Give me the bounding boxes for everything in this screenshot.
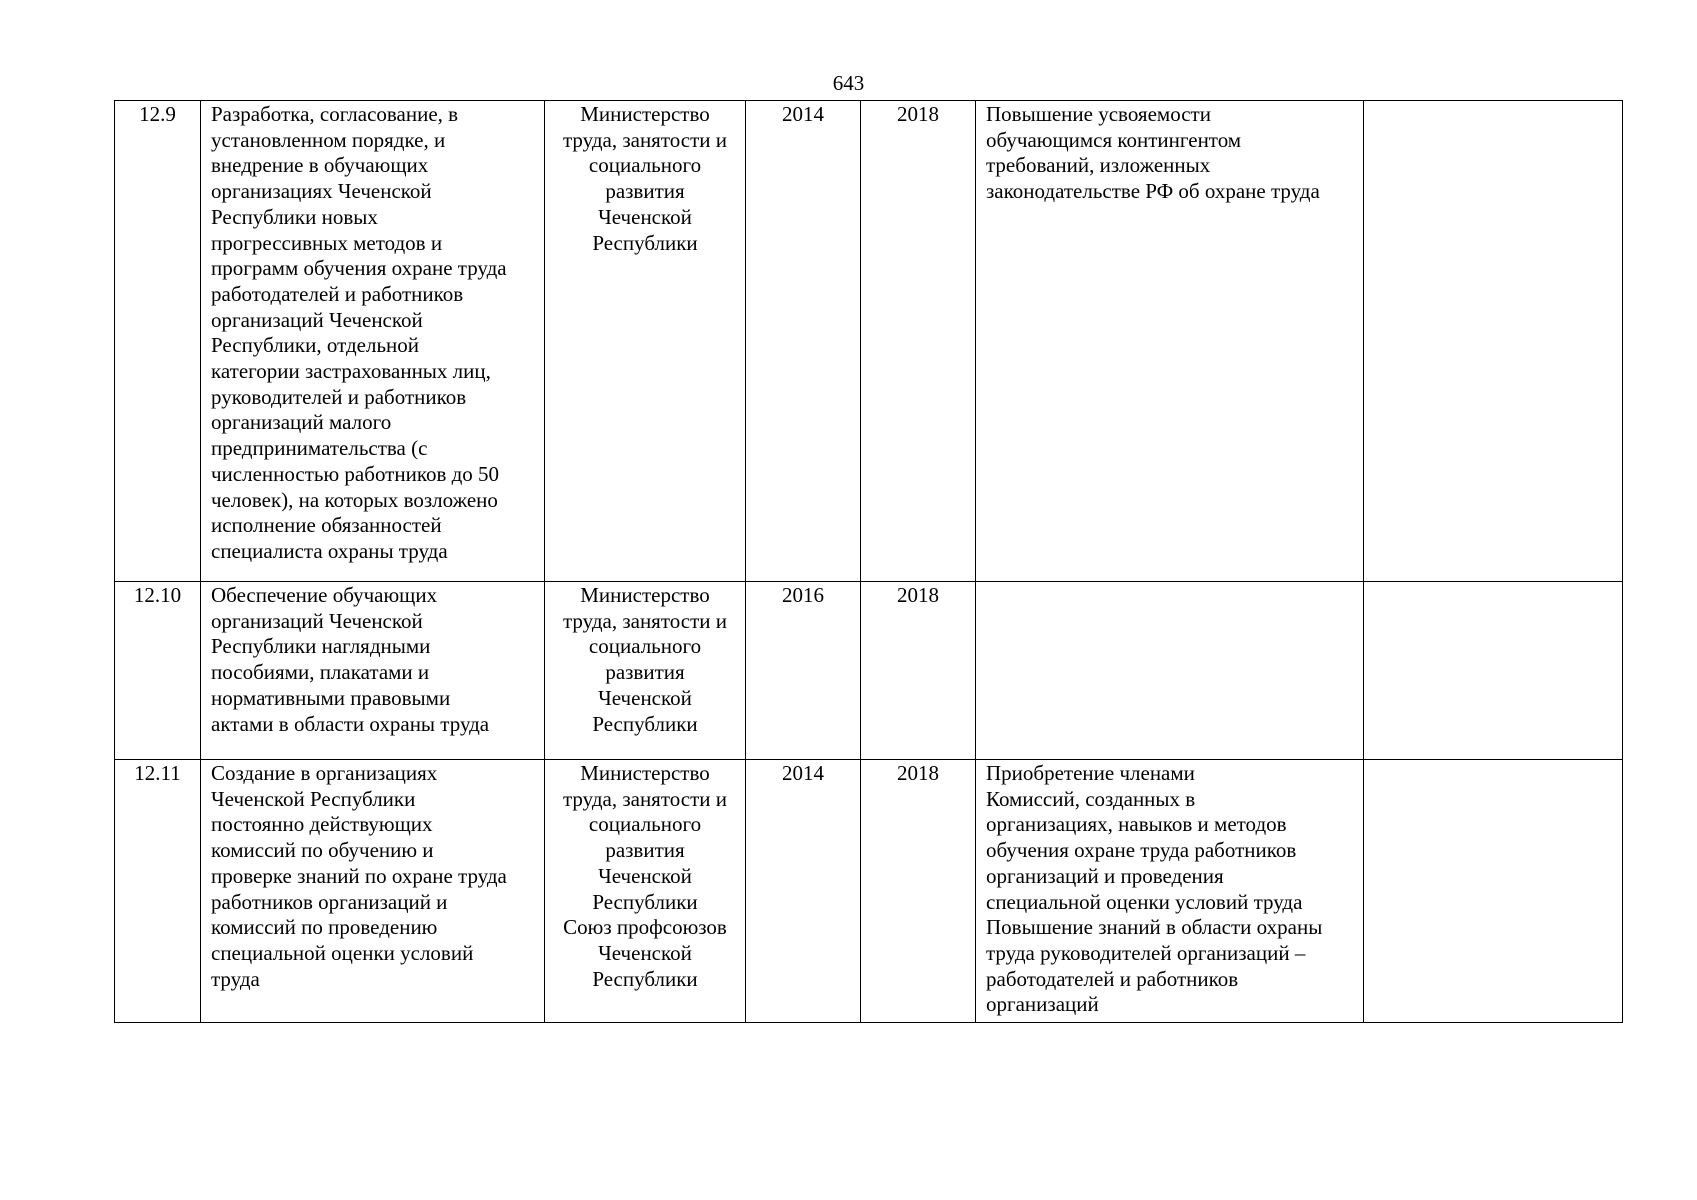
table-row xyxy=(115,760,1623,1023)
result-cell: Приобретение членами Комиссий, созданных в организациях, навыков и методов обучения охране труда работников организаций и проведения специальной оценки условий труда Повышение знаний в области охраны труда руководителей организаций – работодателей и работников организаций xyxy=(976,760,1364,1023)
note-cell xyxy=(1364,760,1623,1023)
activity-cell: Обеспечение обучающих организаций Чеченской Республики наглядными пособиями, плакатами и нормативными правовыми актами в области охраны труда xyxy=(201,582,545,760)
executor-cell: Министерство труда, занятости и социального развития Чеченской Республики xyxy=(545,582,746,760)
note-cell xyxy=(1364,582,1623,760)
start-year-cell: 2014 xyxy=(746,760,861,1023)
end-year-cell: 2018 xyxy=(861,582,976,760)
executor-cell: Министерство труда, занятости и социального развития Чеченской Республики xyxy=(545,101,746,582)
result-cell xyxy=(976,582,1364,760)
row-number: 12.11 xyxy=(115,760,201,1023)
table-row xyxy=(115,582,1623,760)
measures-table xyxy=(114,100,1623,1023)
row-number: 12.9 xyxy=(115,101,201,582)
start-year-cell: 2014 xyxy=(746,101,861,582)
row-number: 12.10 xyxy=(115,582,201,760)
table-row xyxy=(115,101,1623,582)
start-year-cell: 2016 xyxy=(746,582,861,760)
page-number: 643 xyxy=(832,71,865,95)
activity-cell: Разработка, согласование, в установленном порядке, и внедрение в обучающих организациях Чеченской Республики новых прогрессивных методов и программ обучения охране труда работодателей и работников организаций Чеченской Республики, отдельной категории застрахованных лиц, руководителей и работников организаций малого предпринимательства (с численностью работников до 50 человек), на которых возложено исполнение обязанностей специалиста охраны труда xyxy=(201,101,545,582)
executor-cell: Министерство труда, занятости и социального развития Чеченской Республики Союз профсоюзов Чеченской Республики xyxy=(545,760,746,1023)
activity-cell: Создание в организациях Чеченской Республики постоянно действующих комиссий по обучению и проверке знаний по охране труда работников организаций и комиссий по проведению специальной оценки условий труда xyxy=(201,760,545,1023)
end-year-cell: 2018 xyxy=(861,101,976,582)
result-cell: Повышение усвояемости обучающимся контингентом требований, изложенных законодательстве РФ об охране труда xyxy=(976,101,1364,582)
note-cell xyxy=(1364,101,1623,582)
end-year-cell: 2018 xyxy=(861,760,976,1023)
